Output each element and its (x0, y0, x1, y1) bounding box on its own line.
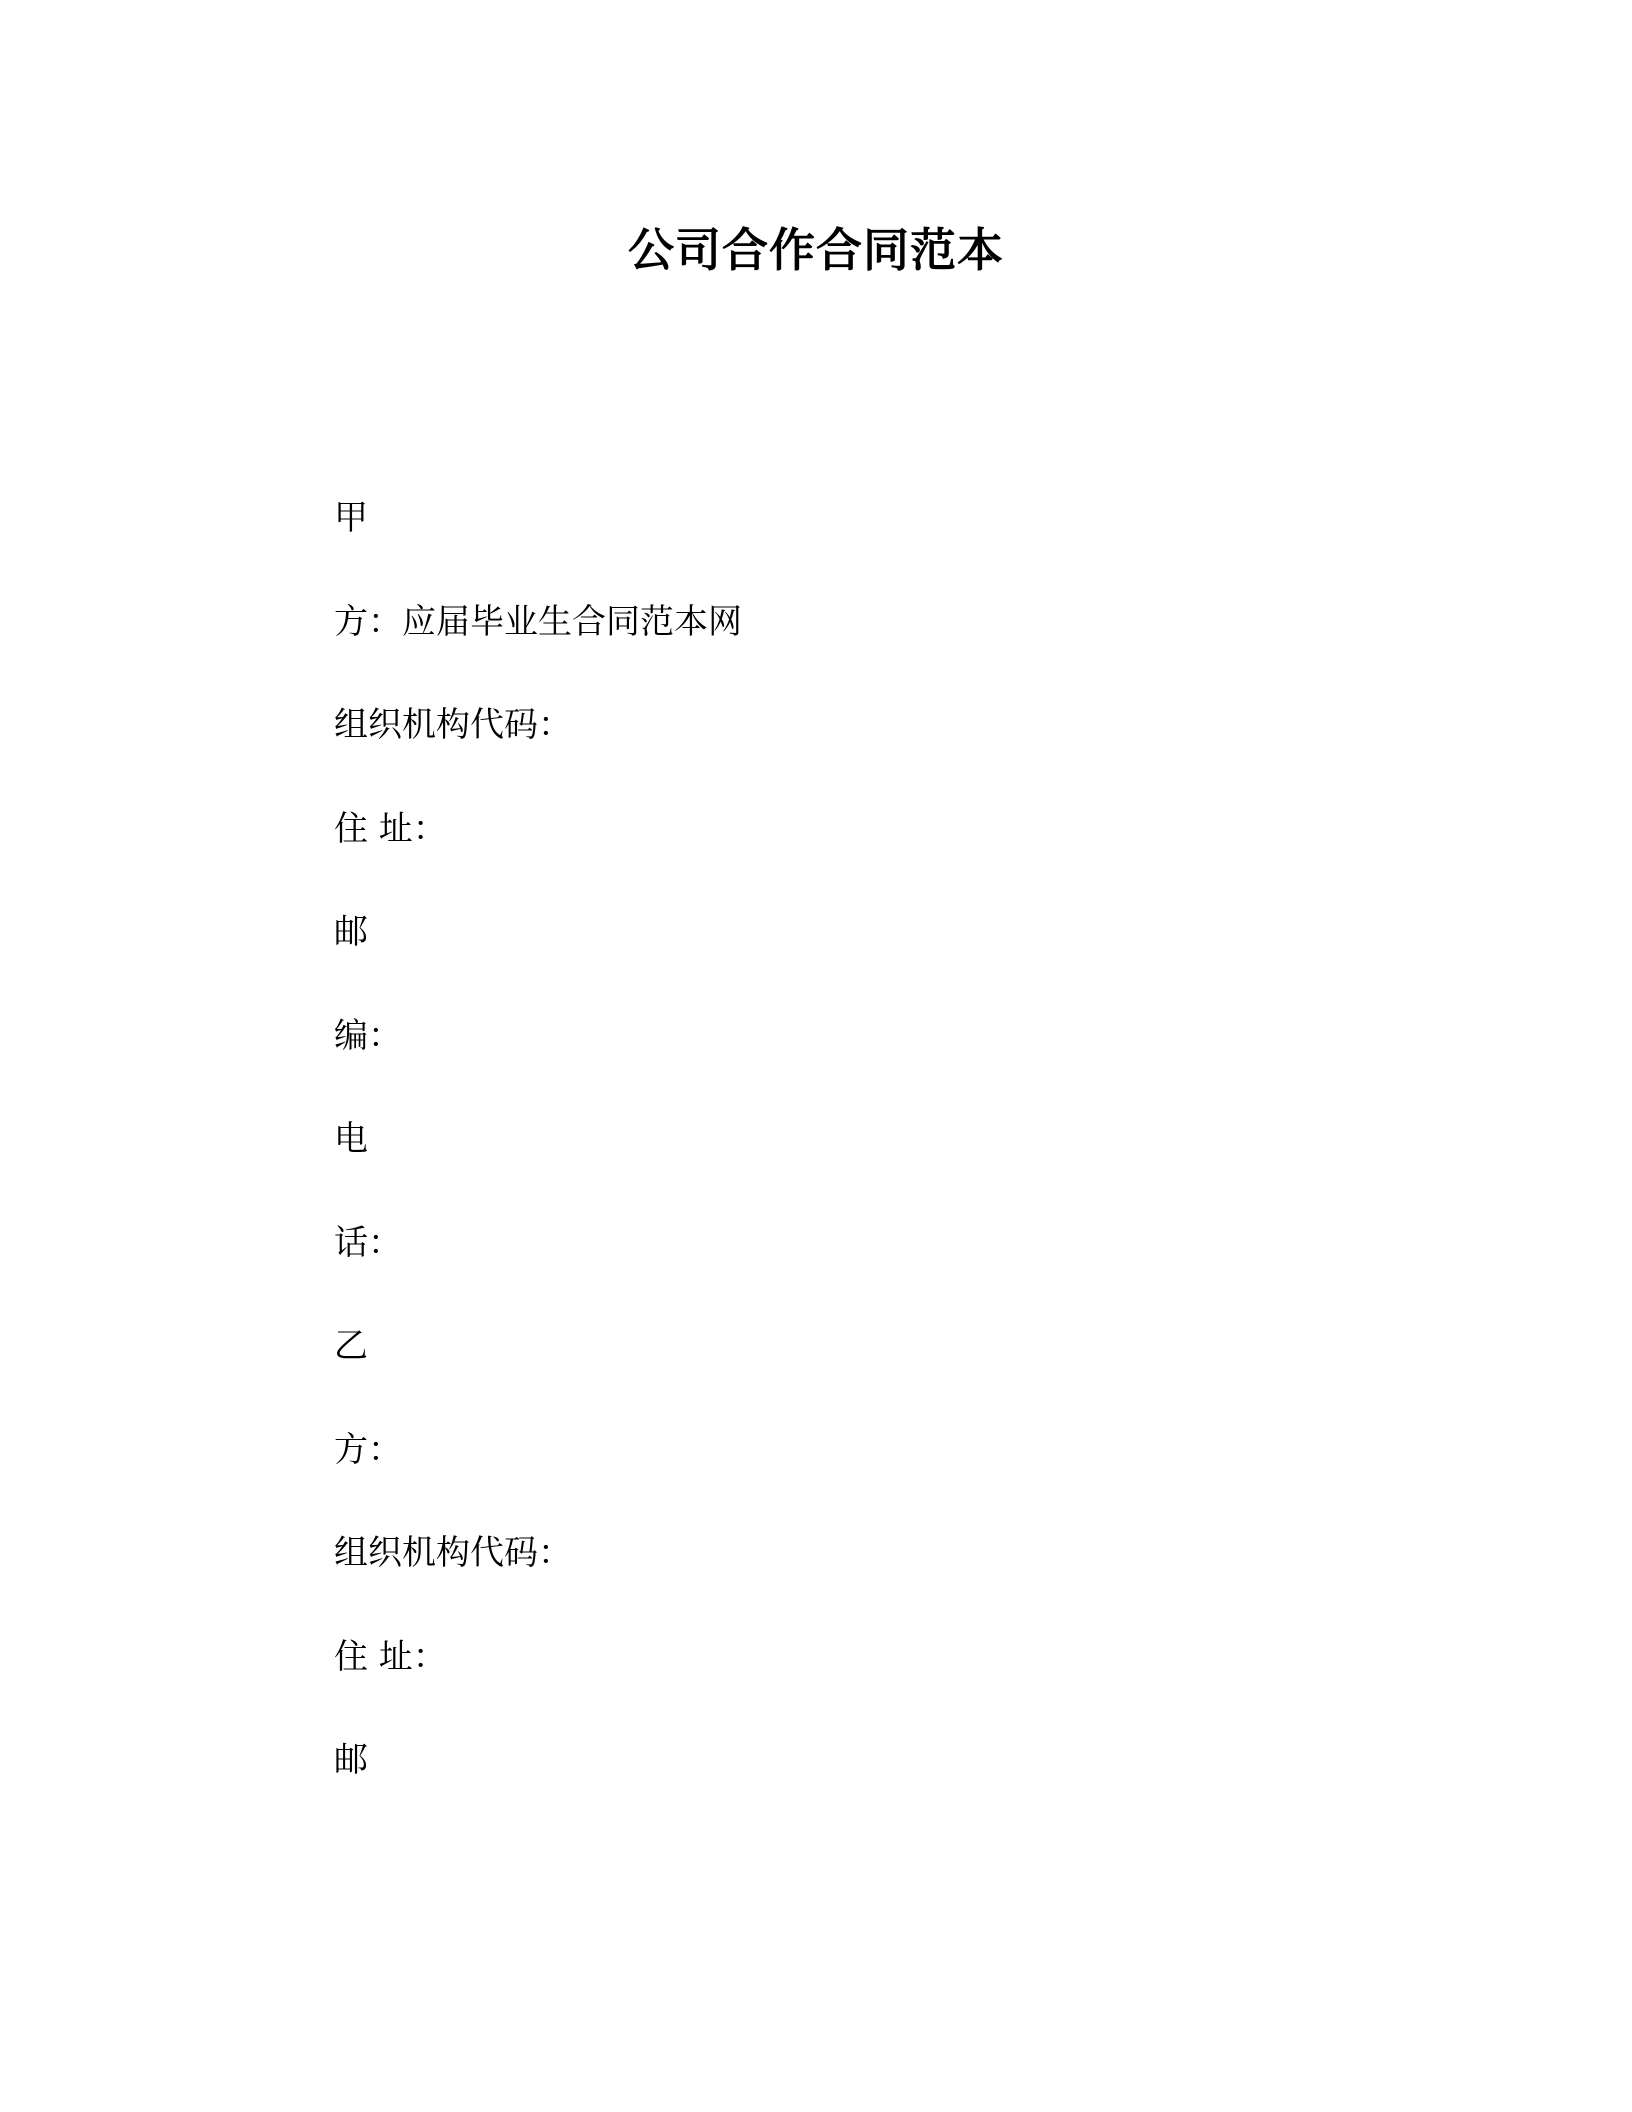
party-b-label-line-1: 乙 (334, 1326, 368, 1366)
party-a-address-line: 住 址： (334, 808, 447, 849)
party-a-postcode-line: 编： (334, 1015, 402, 1056)
party-a-postcode-label-line-1: 邮 (334, 912, 368, 952)
party-a-label-line-1: 甲 (334, 498, 368, 538)
party-a-phone-label-line-1: 电 (334, 1119, 368, 1159)
party-b-org-code-line: 组织机构代码： (334, 1533, 572, 1573)
party-a-org-code-line: 组织机构代码： (334, 705, 572, 745)
contract-body (334, 496, 1334, 1842)
party-b-name-line: 方： (334, 1429, 402, 1470)
party-a-name-line: 方：应届毕业生合同范本网 (334, 601, 742, 642)
party-b-postcode-label-line-1: 邮 (334, 1740, 368, 1780)
document-title: 公司合作合同范本 (628, 223, 1004, 277)
party-a-phone-line: 话： (334, 1222, 402, 1263)
party-b-address-line: 住 址： (334, 1636, 447, 1677)
